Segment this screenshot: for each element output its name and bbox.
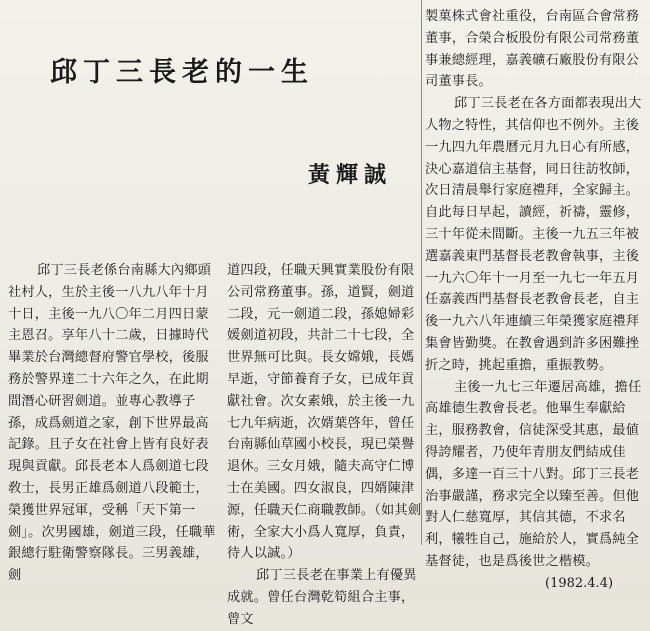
text-column-middle xyxy=(227,260,422,631)
text-column-left xyxy=(8,260,218,587)
paragraph: 主後一九七三年遷居高雄，擔任高雄德生教會長老。他畢生奉獻給主，服務教會，信徒深受其惠，最値得誇耀者，乃使年青朋友們結成佳偶，多達一百三十八對。邱丁三長老治事嚴謹，務求完全以臻至善。但他對人仁慈寬厚，其信其德，不求名利，犧牲自己，施給於人，實爲純全基督徒，也是爲後世之楷模。 xyxy=(425,379,642,569)
text-column-right xyxy=(425,6,647,573)
paragraph: 邱丁三長老係台南縣大內鄉頭社村人，生於主後一八九八年十月十日，主後一九八〇年二月四日蒙主恩召。享年八十二歲，日據時代畢業於台灣總督府警官學校，後服務於警界達二十六年之久，在此期間潛心研習劍道。並專心教導子孫，成爲劍道之家，創下世界最高記錄。且子女在社會上皆有良好表現與貢獻。邱長老本人爲劍道七段敎士，長男正雄爲劍道八段範士，榮獲世界冠軍，受稱「天下第一劍」。次男國雄，劍道三段，任職華銀總行駐衛警察隊長。三男義雄，劍 xyxy=(8,263,216,584)
paragraph: 邱丁三長老在各方面都表現出大人物之特性，其信仰也不例外。主後一九四九年農曆元月九日心有所感，決心嘉道信主基督，同日往訪牧師，次日清晨舉行家庭禮拜，全家歸主。自此每日早起，讀經，祈禱，靈修，三十年從未間斷。主後一九五三年被選嘉義東門基督長老教會執事，主後一九六〇年十一月至一九七一年五月任嘉義西門基督長老教會長老，自主後一九六八年連續三年榮獲家庭禮拜集會皆勤獎。在教會遇到許多困難挫折之時，挑起重擔，重振教勢。 xyxy=(425,96,642,373)
publication-date: (1982.4.4) xyxy=(545,576,614,591)
paragraph: 邱丁三長老在事業上有優異成就。曾任台灣乾筍組合主事，曾文 xyxy=(227,568,417,627)
article-title: 邱丁三長老的一生 xyxy=(50,57,314,88)
article-author: 黃輝誠 xyxy=(308,162,393,188)
paragraph: 製菓株式會社重役，台南區合會常務董事，合榮合板股份有限公司常務董事兼總經理，嘉義礦石廠股份有限公司董事長。 xyxy=(425,9,640,90)
paragraph: 道四段，任職天興實業股份有限公司常務董事。孫，道賢，劍道二段，元一劍道二段，孫媳婦彩媛劍道初段，共計二十七段，全世界無可比與。長女嫦娥，長媽早逝，守節養育子女，已成年貢獻社會。次女素娥，於主後一九七九年病逝，次婿葉啓年，曾任台南縣仙草國小校長，現已榮譽退休。三女月娥，隨夫高守仁博士在美國。四女淑良，四婿陳津源，任職天仁商職教師。（如其劍術，全家大小爲人寬厚，負責，待人以誠。） xyxy=(227,263,422,562)
